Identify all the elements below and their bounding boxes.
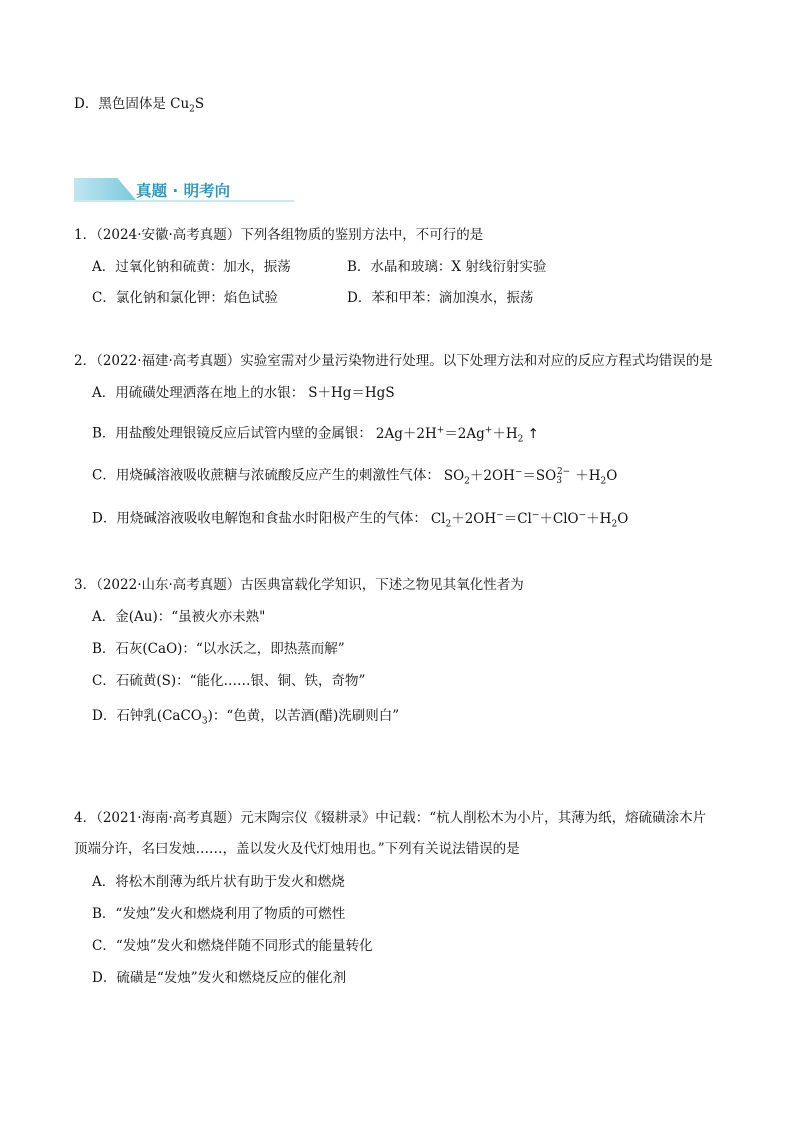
gas-up-arrow-icon: ↑ [527,425,539,442]
q3-option-b: B．石灰(CaO)：“以水沃之，即热蒸而解” [92,641,345,657]
q4-stem-line2: 顶端分许，名曰发烛……，盖以发火及代灯烛用也。”下列有关说法错误的是 [74,841,520,857]
section-header-decoration [74,178,136,200]
q1-option-a: A．过氧化钠和硫黄：加水，振荡 [92,259,291,275]
section-divider [74,200,294,202]
q2-option-b: B．用盐酸处理银镜反应后试管内壁的金属银： $2Ag+2H^+=2Ag^++H_2$ ↑ [92,425,539,445]
q1-stem: 1．（2024·安徽·高考真题）下列各组物质的鉴别方法中，不可行的是 [74,227,484,243]
q4-option-d: D．硫磺是“发烛”发火和燃烧反应的催化剂 [92,970,347,986]
option-d-prev: D．黑色固体是 $Cu_2S$ [74,96,205,115]
q3-option-c: C．石硫黄(S)：“能化……银、铜、铁，奇物” [92,673,366,689]
q2-option-d: D．用烧碱溶液吸收电解饱和食盐水时阳极产生的气体： $Cl_2+2OH^-=Cl^-+ClO^-+H_2O$ [92,510,629,530]
q2-stem: 2．（2022·福建·高考真题）实验室需对少量污染物进行处理。以下处理方法和对应的反应方程式均错误的是 [74,353,713,369]
q4-stem-line1: 4．（2021·海南·高考真题）元末陶宗仪《辍耕录》中记载：“杭人削松木为小片，其薄为纸，熔硫磺涂木片 [74,810,707,826]
q4-option-b: B．“发烛”发火和燃烧利用了物质的可燃性 [92,906,346,922]
q3-option-a: A．金(Au)：“虽被火亦未熟" [92,609,266,625]
q2-a-equation: S＋Hg＝HgS [308,385,395,401]
section-header [74,178,294,204]
q2-d-equation: $Cl_2+2OH^-=Cl^-+ClO^-+H_2O$ [430,510,629,530]
q2-b-equation: $2Ag+2H^+=2Ag^++H_2$ ↑ [375,425,539,445]
q1-option-c: C．氯化钠和氯化钾：焰色试验 [92,290,278,306]
q4-option-a: A．将松木削薄为纸片状有助于发火和燃烧 [92,874,345,890]
q4-option-c: C．“发烛”发火和燃烧伴随不同形式的能量转化 [92,938,373,954]
q2-c-equation: $SO_2+2OH^-=SO_3^{2-} +H_2O$ [443,467,618,487]
q1-option-d: D．苯和甲苯：滴加溴水，振荡 [347,290,534,306]
q1-option-b: B．水晶和玻璃：X 射线衍射实验 [347,259,547,275]
q2-option-a: A．用硫磺处理洒落在地上的水银： S＋Hg＝HgS [92,385,395,401]
q2-option-c: C．用烧碱溶液吸收蔗糖与浓硫酸反应产生的刺激性气体： $SO_2+2OH^-=SO_3^{2-} +H_2O$ [92,467,618,487]
q3-stem: 3．（2022·山东·高考真题）古医典富载化学知识，下述之物见其氧化性者为 [74,577,524,593]
section-title: 真题 · 明考向 [136,182,231,200]
q3-option-d: D．石钟乳(CaCO$_3$)：“色黄，以苦酒(醋)洗刷则白” [92,708,400,727]
